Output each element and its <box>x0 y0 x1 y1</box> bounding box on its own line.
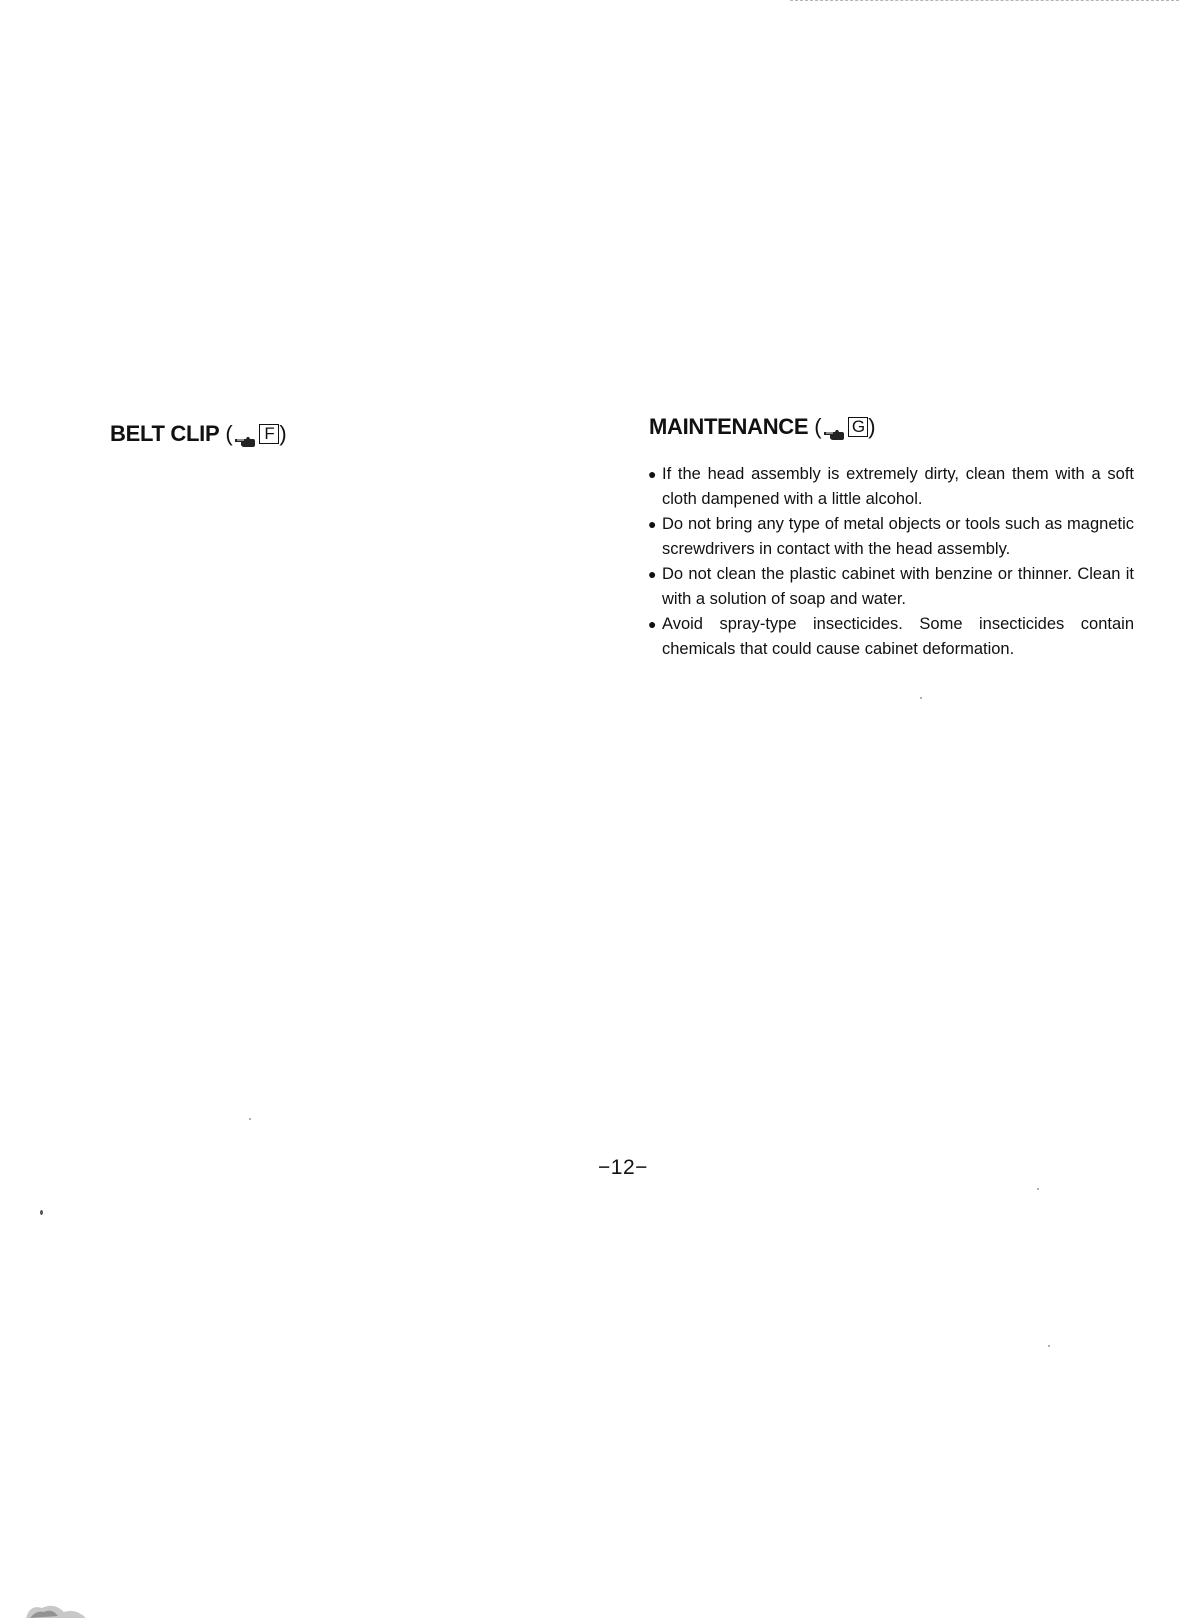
bullet-icon: ● <box>648 516 657 532</box>
belt-clip-heading <box>110 421 286 447</box>
bullet-text: Do not bring any type of metal objects or tools such as magnetic screwdrivers in contact with the head assembly. <box>662 515 1134 558</box>
list-item <box>648 462 1134 512</box>
bullet-icon: ● <box>648 466 657 482</box>
scan-speck <box>40 1210 43 1215</box>
belt-clip-close-paren: ) <box>279 421 287 446</box>
bullet-text: Do not clean the plastic cabinet with benzine or thinner. Clean it with a solution of soap and water. <box>662 565 1134 608</box>
page-number: −12− <box>598 1156 648 1179</box>
pointing-hand-icon <box>234 428 256 442</box>
scan-smudge <box>24 1598 88 1620</box>
maintenance-figure-ref: G <box>848 417 868 437</box>
bullet-text: If the head assembly is extremely dirty, clean them with a soft cloth dampened with a little alcohol. <box>662 465 1134 508</box>
maintenance-bullet-list <box>648 462 1134 662</box>
bullet-icon: ● <box>648 616 657 632</box>
scan-speck <box>920 697 922 699</box>
bullet-text: Avoid spray-type insecticides. Some insecticides contain chemicals that could cause cabinet deformation. <box>662 615 1134 658</box>
scan-speck <box>1037 1188 1039 1190</box>
belt-clip-open-paren: ( <box>225 421 233 446</box>
scan-speck <box>249 1118 251 1120</box>
pointing-hand-icon <box>823 421 845 435</box>
maintenance-title: MAINTENANCE <box>649 414 809 439</box>
maintenance-close-paren: ) <box>868 414 876 439</box>
scan-edge-mark <box>790 0 1179 4</box>
bullet-icon: ● <box>648 566 657 582</box>
list-item <box>648 612 1134 662</box>
list-item <box>648 562 1134 612</box>
list-item <box>648 512 1134 562</box>
scan-speck <box>1048 1345 1050 1347</box>
belt-clip-figure-ref: F <box>259 424 279 444</box>
maintenance-open-paren: ( <box>814 414 822 439</box>
belt-clip-title: BELT CLIP <box>110 421 220 446</box>
maintenance-heading <box>649 414 875 440</box>
